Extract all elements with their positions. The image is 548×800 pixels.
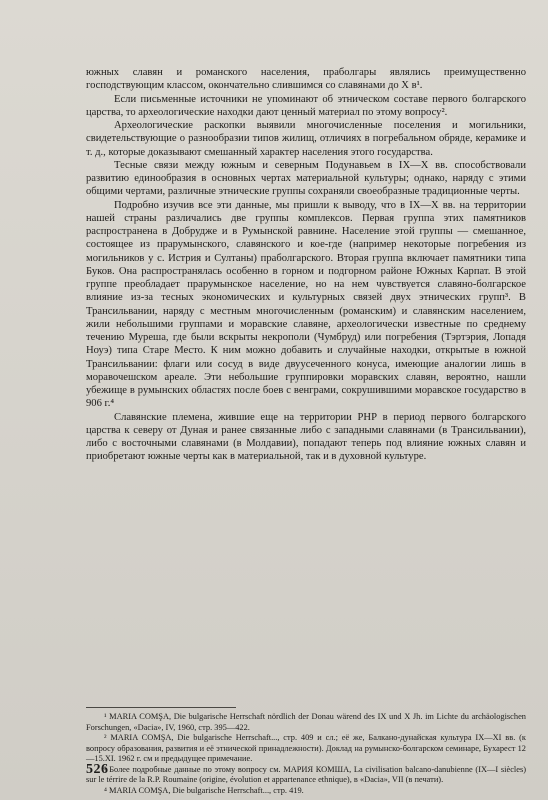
paragraph-6: Славянские племена, жившие еще на территории РНР в период первого болгарского царства к северу от Дуная и ранее связанные либо с западными славянами (в Трансильвании), либо с восточными славянами (в Молдавии), попадают теперь под влияние южных славян и приобретают южные черты как в материальной, так и в духовной культуре. [86, 411, 526, 463]
page-number: 526 [86, 762, 109, 777]
footnote-2: ² MARIA COMŞA, Die bulgarische Herrschaft..., стр. 409 и сл.; её же, Балкано-дунайская культура IX—XI вв. (к вопросу образования, развития и её этнической принадлежности). Доклад на румынско-болгарском семинаре, Бухарест 12—15.XI. 1962 г. см и предыдущее примечание. [86, 733, 526, 763]
paragraph-4: Тесные связи между южным и северным Подунавьем в IX—X вв. способствовали развитию единообразия в основных чертах материальной культуры; однако, наряду с этими общими чертами, различные этнические группы сохраняли своеобразные традиционные черты. [86, 159, 526, 198]
paragraph-5: Подробно изучив все эти данные, мы пришли к выводу, что в IX—X вв. на территории нашей страны различались две группы комплексов. Первая группа этих памятников распространена в Добрудже и в Румынской равнине. Население этой группы — смешанное, состоящее из прарумынского, славянского и кое-где (например некоторые погребения из могильников у с. Истрия и Султаны) праболгарского. Вторая группа включает памятники типа Буков. Она распространялась особенно в горном и подгорном районе Южных Карпат. В этой группе преобладает прарумынское население, но на нем чувствуется славяно-болгарское влияние из-за тесных экономических и культурных связей двух этнических групп³. В Трансильвании, наряду с местным многочисленным (романским) и славянским населением, жили небольшими группами и моравские славяне, археологически известные по среднему течению Муреша, где были вскрыты некрополи (Чумбруд) или погребения (Тэртэрия, Лопадя Ноуэ) типа Старе Место. К ним можно добавить и случайные находки, открытые в южной Трансильвании: флаги или сосуд в виде двуусеченного конуса, имеющие аналогии лишь в моравочешском ареале. Эти небольшие группировки моравских славян, вероятно, нашли убежище в румынских областях после боев с венграми, сокрушившими моравское государство в 906 г.⁴ [86, 199, 526, 410]
paragraph-1: южных славян и романского населения, прaболгары являлись преимущественно господствующим классом, окончательно слившимся со славянами до X в¹. [86, 67, 526, 92]
paragraph-2: Если письменные источники не упоминают об этническом составе первого болгарского царства, то археологические находки дают ценный материал по этому вопросу². [86, 93, 526, 118]
footnotes [86, 712, 526, 796]
footnote-1: ¹ MARIA COMŞA, Die bulgarische Herrschaft nördlich der Donau wärend des IX und X Jh. im Lichte du archäologischen Forschungen, «Dacia», IV, 1960, стр. 395—422. [86, 712, 526, 732]
footnote-4: ⁴ MARIA COMŞA, Die bulgarische Herrschaft..., стр. 419. [104, 785, 304, 795]
footnote-3: ³ Более подробные данные по этому вопросу см. МАРИЯ КОМША, La civilisation balcano-danubienne (IX—I siècles) sur le térrire de la R.P. Roumaine (origine, évolution et appartenance ethnique), в «Dacia», VII (в печати). [86, 764, 526, 784]
main-text [86, 66, 526, 464]
paragraph-3: Археологические раскопки выявили многочисленные поселения и могильники, свидетельствующие о разнообразии типов жилищ, отличиях в погребальном обряде, керамике и т. д., которые доказывают смешанный характер населения этого государства. [86, 120, 526, 158]
footnote-divider [86, 707, 236, 708]
